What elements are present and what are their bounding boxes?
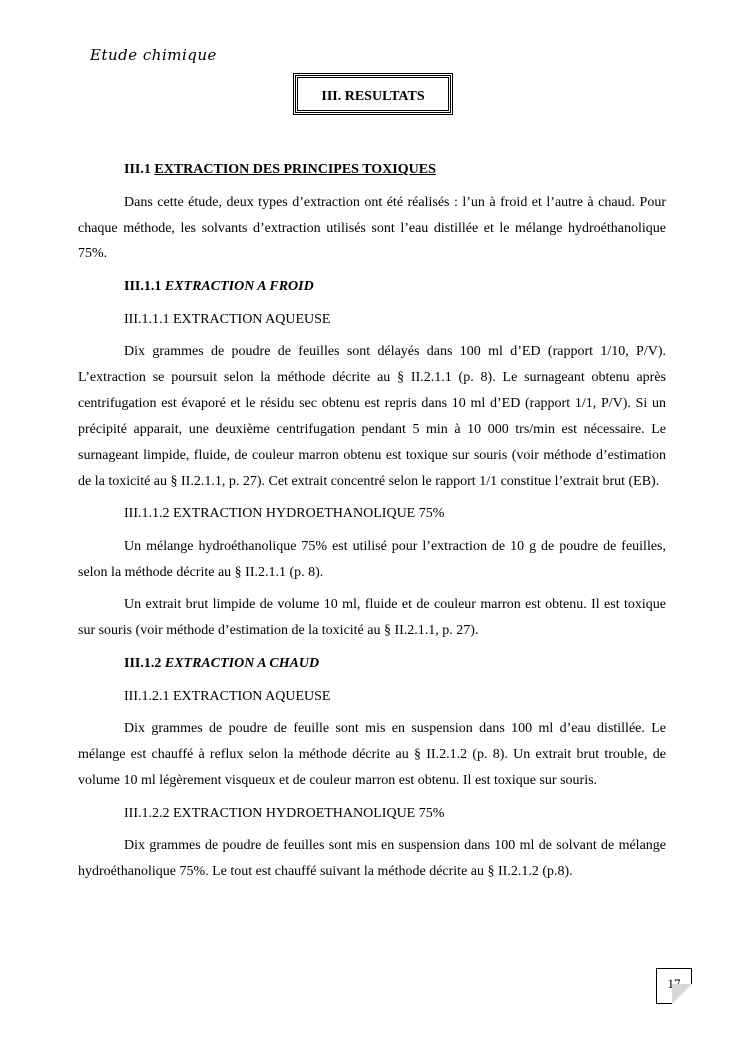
paragraph: Dix grammes de poudre de feuilles sont délayés dans 100 ml d’ED (rapport 1/10, P/V). L’extraction se poursuit selon la méthode décrite au § II.2.1.1 (p. 8). Le surnageant obtenu après centrifugation est évaporé et le résidu sec obtenu est repris dans 10 ml d’ED (rapport 1/1, P/V). Si un précipité apparait, une deuxième centrifugation pendant 5 min à 10 000 trs/min est nécessaire. Le surnageant limpide, fluide, de couleur marron obtenu est toxique sur souris (voir méthode d’estimation de la toxicité au § II.2.1.1, p. 27). Cet extrait concentré selon le rapport 1/1 constitue l’extrait brut (EB). — [78, 344, 666, 489]
heading-2-number: III.1.2 — [124, 655, 165, 671]
section-title-box — [293, 73, 453, 115]
heading-1-title: EXTRACTION DES PRINCIPES TOXIQUES — [154, 162, 436, 177]
heading-3: III.1.1.2 EXTRACTION HYDROETHANOLIQUE 75% — [124, 506, 445, 522]
page-number: 17 — [667, 976, 681, 991]
paragraph: Dans cette étude, deux types d’extraction ont été réalisés : l’un à froid et l’autre à chaud. Pour chaque méthode, les solvants d’extraction utilisés sont l’eau distillée et le mélange hydroéthanolique 75%. — [78, 194, 666, 262]
paragraph: Dix grammes de poudre de feuille sont mis en suspension dans 100 ml d’eau distillée. Le mélange est chauffé à reflux selon la méthode décrite au § II.2.1.2 (p. 8). Un extrait brut trouble, de volume 10 ml légèrement visqueux et de couleur marron est obtenu. Il est toxique sur souris. — [78, 721, 666, 788]
heading-3: III.1.1.1 EXTRACTION AQUEUSE — [124, 311, 331, 327]
heading-2-title: EXTRACTION A CHAUD — [164, 655, 320, 671]
heading-3: III.1.2.1 EXTRACTION AQUEUSE — [124, 688, 331, 704]
paragraph: Dix grammes de poudre de feuilles sont mis en suspension dans 100 ml de solvant de mélange hydroéthanolique 75%. Le tout est chauffé suivant la méthode décrite au § II.2.1.2 (p.8). — [78, 838, 666, 879]
running-header: Etude chimique — [90, 46, 217, 64]
paragraph: Un extrait brut limpide de volume 10 ml, fluide et de couleur marron est obtenu. Il est toxique sur souris (voir méthode d’estimation de la toxicité au § II.2.1.1, p. 27). — [78, 597, 666, 639]
heading-3: III.1.2.2 EXTRACTION HYDROETHANOLIQUE 75% — [124, 805, 445, 821]
heading-2-number: III.1.1 — [124, 279, 165, 294]
heading-2-title: EXTRACTION A FROID — [164, 279, 314, 294]
document-body — [78, 157, 666, 892]
heading-1-number: III.1 — [124, 162, 155, 177]
heading-1 — [78, 157, 666, 183]
page-number-box — [656, 968, 692, 1004]
heading-2 — [78, 274, 666, 300]
heading-2 — [78, 651, 666, 677]
section-title: III. RESULTATS — [321, 89, 425, 104]
paragraph: Un mélange hydroéthanolique 75% est utilisé pour l’extraction de 10 g de poudre de feuilles, selon la méthode décrite au § II.2.1.1 (p. 8). — [78, 538, 666, 580]
